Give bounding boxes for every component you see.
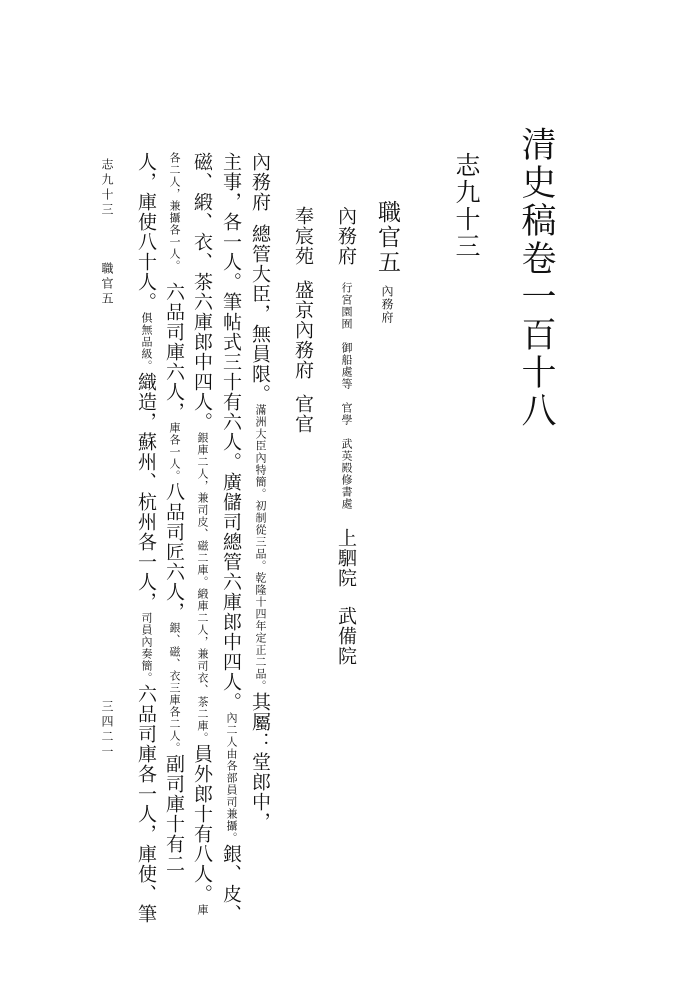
footer-section: 職官五 bbox=[100, 262, 114, 307]
section-title: 職官五 bbox=[374, 200, 400, 275]
body-segment: 其屬：堂郎中， bbox=[249, 692, 271, 832]
body-column-3 bbox=[192, 152, 211, 916]
body-segment: 八品司匠六人， bbox=[163, 482, 185, 622]
body-segment: 員外郎十有八人。 bbox=[191, 744, 213, 904]
body-note: 庫 bbox=[196, 904, 209, 916]
body-segment: 銀、皮、 bbox=[220, 844, 242, 924]
body-note: 司員內奏簡。 bbox=[140, 612, 153, 684]
toc-subitems: 行宮園囿 御船處等 官學 武英殿修書處 bbox=[340, 282, 353, 510]
body-note: 內二人由各部員司兼攝。 bbox=[225, 712, 238, 844]
body-segment: 內務府 bbox=[249, 152, 271, 212]
toc-item-guanguan: 官官 bbox=[292, 394, 314, 434]
toc-column-2 bbox=[293, 206, 312, 434]
body-segment: 織造，蘇州、杭州各一人， bbox=[135, 372, 157, 612]
body-note: 俱無品級。 bbox=[140, 312, 153, 372]
page-number: 三四二一 bbox=[100, 700, 114, 760]
page-title: 清史稿卷一百十八 bbox=[516, 126, 556, 430]
body-note: 銀庫二人，兼司皮、磁二庫。緞庫二人，兼司衣、茶二庫。 bbox=[196, 432, 209, 744]
page-footer bbox=[101, 158, 113, 307]
body-segment: 六品司庫各一人，庫使、筆 bbox=[135, 684, 157, 924]
body-segment: 副司庫十有二 bbox=[163, 754, 185, 874]
body-column-5 bbox=[136, 152, 155, 924]
chapter-heading: 志九十三 bbox=[452, 152, 481, 260]
body-note: 各二人，兼攝各一人。 bbox=[168, 152, 181, 272]
body-segment: 人，庫使八十人。 bbox=[135, 152, 157, 312]
section-note: 內務府 bbox=[380, 285, 394, 324]
body-note: 滿洲大臣內特簡。初制從三品。乾隆十四年定正二品。 bbox=[254, 404, 267, 692]
toc-column-1 bbox=[336, 206, 355, 666]
section-heading bbox=[375, 200, 398, 324]
body-column-2 bbox=[221, 152, 240, 924]
body-column-1 bbox=[250, 152, 269, 832]
body-segment: 六品司庫六人， bbox=[163, 282, 185, 422]
toc-item-fengchenyuan: 奉宸苑 bbox=[292, 206, 314, 266]
body-segment: 總管大臣，無員限。 bbox=[249, 224, 271, 404]
body-segment: 磁、緞、衣、茶六庫郎中四人。 bbox=[191, 152, 213, 432]
body-note: 銀、磁、衣三庫各二人。 bbox=[168, 622, 181, 754]
body-segment: 主事，各一人。筆帖式三十有六人。廣儲司總管六庫郎中四人。 bbox=[220, 152, 242, 712]
body-column-4 bbox=[164, 152, 183, 874]
body-note: 庫各一人。 bbox=[168, 422, 181, 482]
toc-item-shengjing-neiwufu: 盛京內務府 bbox=[292, 280, 314, 380]
toc-item-wubeiyuan: 武備院 bbox=[335, 606, 357, 666]
toc-item-shangsiyuan: 上駟院 bbox=[335, 528, 357, 588]
toc-item-neiwufu: 內務府 bbox=[335, 206, 357, 266]
footer-chapter: 志九十三 bbox=[100, 158, 114, 218]
